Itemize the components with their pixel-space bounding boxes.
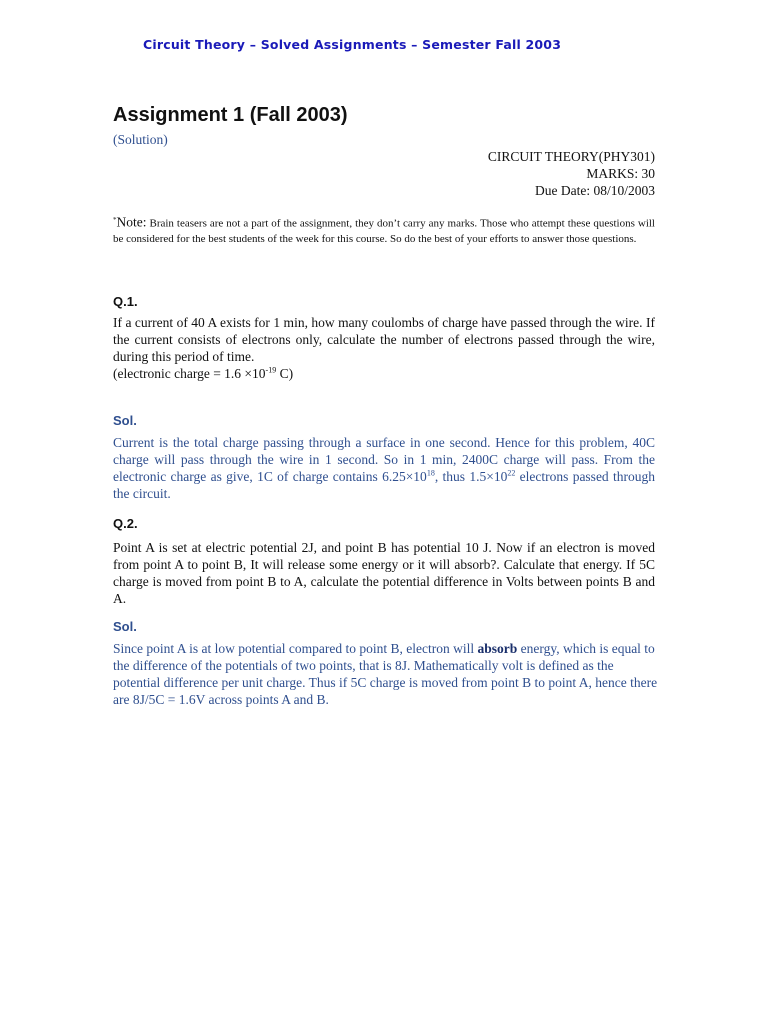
charge-exponent: -19 <box>265 365 277 375</box>
question-1-text <box>113 314 655 382</box>
exponent-18: 18 <box>426 468 435 478</box>
electronic-charge-line <box>113 365 655 382</box>
solution-1-part-b: , thus 1.5×10 <box>434 469 508 484</box>
charge-suffix: C) <box>276 366 294 381</box>
charge-prefix: (electronic charge = 1.6 ×10 <box>113 366 266 381</box>
solution-1-part-c: electrons passed through the circuit. <box>113 469 655 501</box>
solution-2-text <box>113 640 658 708</box>
question-1-body: If a current of 40 A exists for 1 min, how many coulombs of charge have passed through the wire. If the current consists of electrons only, calculate the number of electrons passed through the wire, during this period of time. <box>113 315 655 364</box>
course-name: CIRCUIT THEORY(PHY301) <box>487 149 655 164</box>
note-label: Note: <box>116 214 147 230</box>
absorb-keyword: absorb <box>477 641 518 656</box>
solution-1-heading: Sol. <box>113 413 137 428</box>
solution-1-part-a: Current is the total charge passing through a surface in one second. Hence for this problem, 40C charge will pass through the wire in 1 second. So in 1 min, 2400C charge will pass. From the electronic charge as give, 1C of charge contains 6.25×10 <box>113 435 655 484</box>
note-asterisk: * <box>113 216 117 224</box>
course-meta <box>488 148 655 199</box>
question-1-heading: Q.1. <box>113 294 138 309</box>
note-text: Brain teasers are not a part of the assignment, they don’t carry any marks. Those who attempt these questions will be considered for the best students of the week for this course. So do the best of your efforts to answer those questions. <box>113 217 655 246</box>
solution-1-text <box>113 434 655 502</box>
assignment-title: Assignment 1 (Fall 2003) <box>113 104 348 126</box>
course-marks: MARKS: 30 <box>586 166 655 181</box>
exponent-22: 22 <box>507 468 516 478</box>
question-2-text: Point A is set at electric potential 2J, and point B has potential 10 J. Now if an electron is moved from point A to point B, It will release some energy or it will absorb?. Calculate that energy. If 5C charge is moved from point B to A, calculate the potential difference in Volts between points B and A. <box>113 540 655 606</box>
note-paragraph <box>113 213 655 248</box>
solution-2-heading: Sol. <box>113 619 137 634</box>
solution-2-part-a: Since point A is at low potential compared to point B, electron will <box>113 641 478 656</box>
solution-subtitle: (Solution) <box>113 132 168 147</box>
question-2-heading: Q.2. <box>113 516 138 531</box>
running-header: Circuit Theory – Solved Assignments – Semester Fall 2003 <box>143 37 562 52</box>
solution-2-part-b: energy, which is equal to the difference of the potentials of two points, that is 8J. Mathematically volt is defined as the potential difference per unit charge. Thus if 5C charge is moved from point B to point A, hence there are 8J/5C = 1.6V across points A and B. <box>113 641 658 707</box>
due-date: Due Date: 08/10/2003 <box>535 183 655 198</box>
